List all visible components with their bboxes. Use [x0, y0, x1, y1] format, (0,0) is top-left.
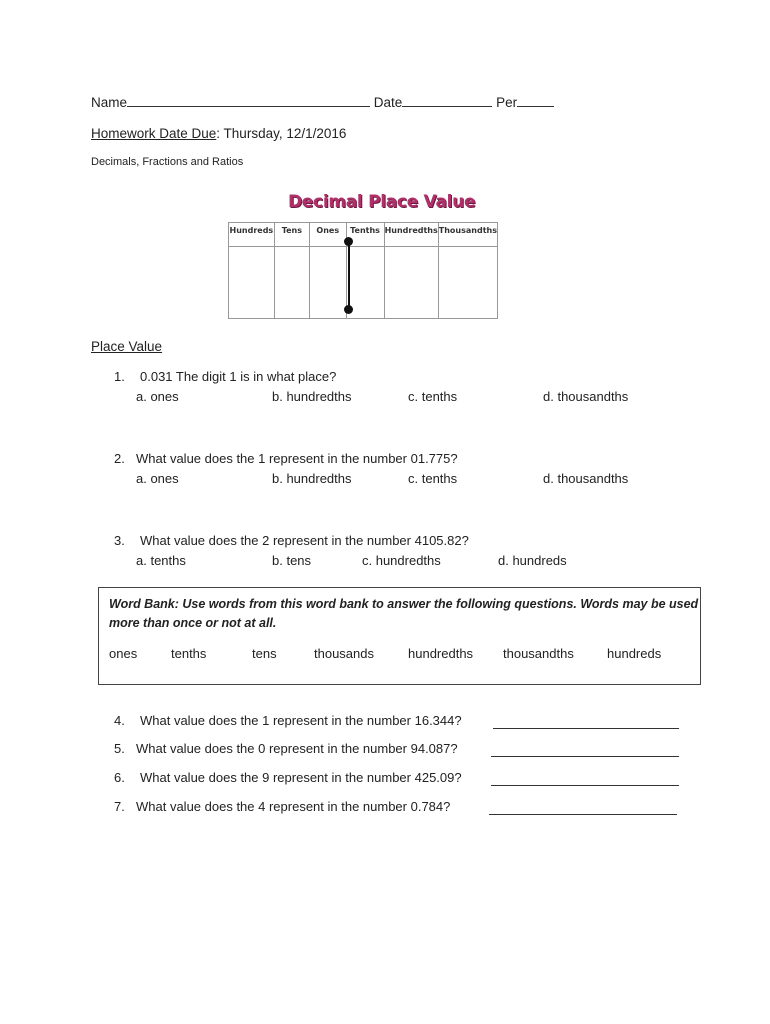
name-line — [91, 95, 554, 110]
q4-answer-blank[interactable] — [493, 713, 679, 729]
per-label: Per — [496, 95, 518, 110]
q2-choice-c[interactable]: c. tenths — [408, 471, 458, 486]
cell — [229, 247, 275, 319]
q2-choice-a[interactable]: a. ones — [136, 471, 179, 486]
subtitle: Decimals, Fractions and Ratios — [91, 156, 244, 168]
date-blank[interactable] — [402, 106, 492, 107]
q4-text: What value does the 1 represent in the number 16.344? — [140, 713, 462, 728]
due-date-line — [91, 126, 346, 141]
word-tens: tens — [252, 646, 277, 661]
q2-text: What value does the 1 represent in the number 01.775? — [136, 451, 458, 466]
word-hundredths: hundredths — [408, 646, 474, 661]
name-blank[interactable] — [127, 106, 370, 107]
col-hundreds: Hundreds — [229, 223, 275, 247]
q3-choice-d[interactable]: d. hundreds — [498, 553, 567, 568]
word-hundreds: hundreds — [607, 646, 662, 661]
word-ones: ones — [109, 646, 138, 661]
chart-title: Decimal Place Value — [288, 192, 476, 212]
decimal-dot-bottom — [344, 305, 353, 314]
word-bank-title: Word Bank: Use words from this word bank to answer the following questions. Words may be used — [109, 597, 699, 611]
q3-text: What value does the 2 represent in the number 4105.82? — [140, 533, 469, 548]
word-bank-box — [98, 587, 701, 685]
q3-choice-c[interactable]: c. hundredths — [362, 553, 441, 568]
cell — [274, 247, 309, 319]
per-blank[interactable] — [517, 106, 554, 107]
q7-text: What value does the 4 represent in the number 0.784? — [136, 799, 451, 814]
cell — [438, 247, 497, 319]
col-hundredths: Hundredths — [384, 223, 438, 247]
q1-choice-d[interactable]: d. thousandths — [543, 389, 629, 404]
q6-number: 6. — [114, 770, 125, 785]
q7-answer-blank[interactable] — [489, 799, 677, 815]
q7-number: 7. — [114, 799, 125, 814]
q3-number: 3. — [114, 533, 125, 548]
due-value: : Thursday, 12/1/2016 — [216, 126, 347, 141]
q1-choice-b[interactable]: b. hundredths — [272, 389, 352, 404]
col-ones: Ones — [309, 223, 346, 247]
col-tenths: Tenths — [346, 223, 384, 247]
q1-number: 1. — [114, 369, 125, 384]
word-thousands: thousands — [314, 646, 374, 661]
word-thousandths: thousandths — [503, 646, 574, 661]
cell — [309, 247, 346, 319]
due-label: Homework Date Due — [91, 126, 217, 141]
q5-text: What value does the 0 represent in the number 94.087? — [136, 741, 458, 756]
q3-choice-b[interactable]: b. tens — [272, 553, 312, 568]
decimal-point-line — [348, 241, 350, 311]
q1-text: 0.031 The digit 1 is in what place? — [140, 369, 337, 384]
q5-answer-blank[interactable] — [491, 741, 679, 757]
decimal-dot-top — [344, 237, 353, 246]
name-label: Name — [91, 95, 128, 110]
q6-answer-blank[interactable] — [491, 770, 679, 786]
q4-number: 4. — [114, 713, 125, 728]
q2-choice-d[interactable]: d. thousandths — [543, 471, 629, 486]
word-tenths: tenths — [171, 646, 207, 661]
q1-choice-c[interactable]: c. tenths — [408, 389, 458, 404]
q6-text: What value does the 9 represent in the number 425.09? — [140, 770, 462, 785]
q5-number: 5. — [114, 741, 125, 756]
word-bank-subtitle: more than once or not at all. — [109, 616, 277, 630]
q3-choice-a[interactable]: a. tenths — [136, 553, 186, 568]
col-tens: Tens — [274, 223, 309, 247]
cell — [384, 247, 438, 319]
q2-choice-b[interactable]: b. hundredths — [272, 471, 352, 486]
q1-choice-a[interactable]: a. ones — [136, 389, 179, 404]
date-label: Date — [373, 95, 403, 110]
section-title: Place Value — [91, 339, 163, 354]
place-value-table — [228, 222, 498, 319]
q2-number: 2. — [114, 451, 125, 466]
col-thousandths: Thousandths — [438, 223, 497, 247]
